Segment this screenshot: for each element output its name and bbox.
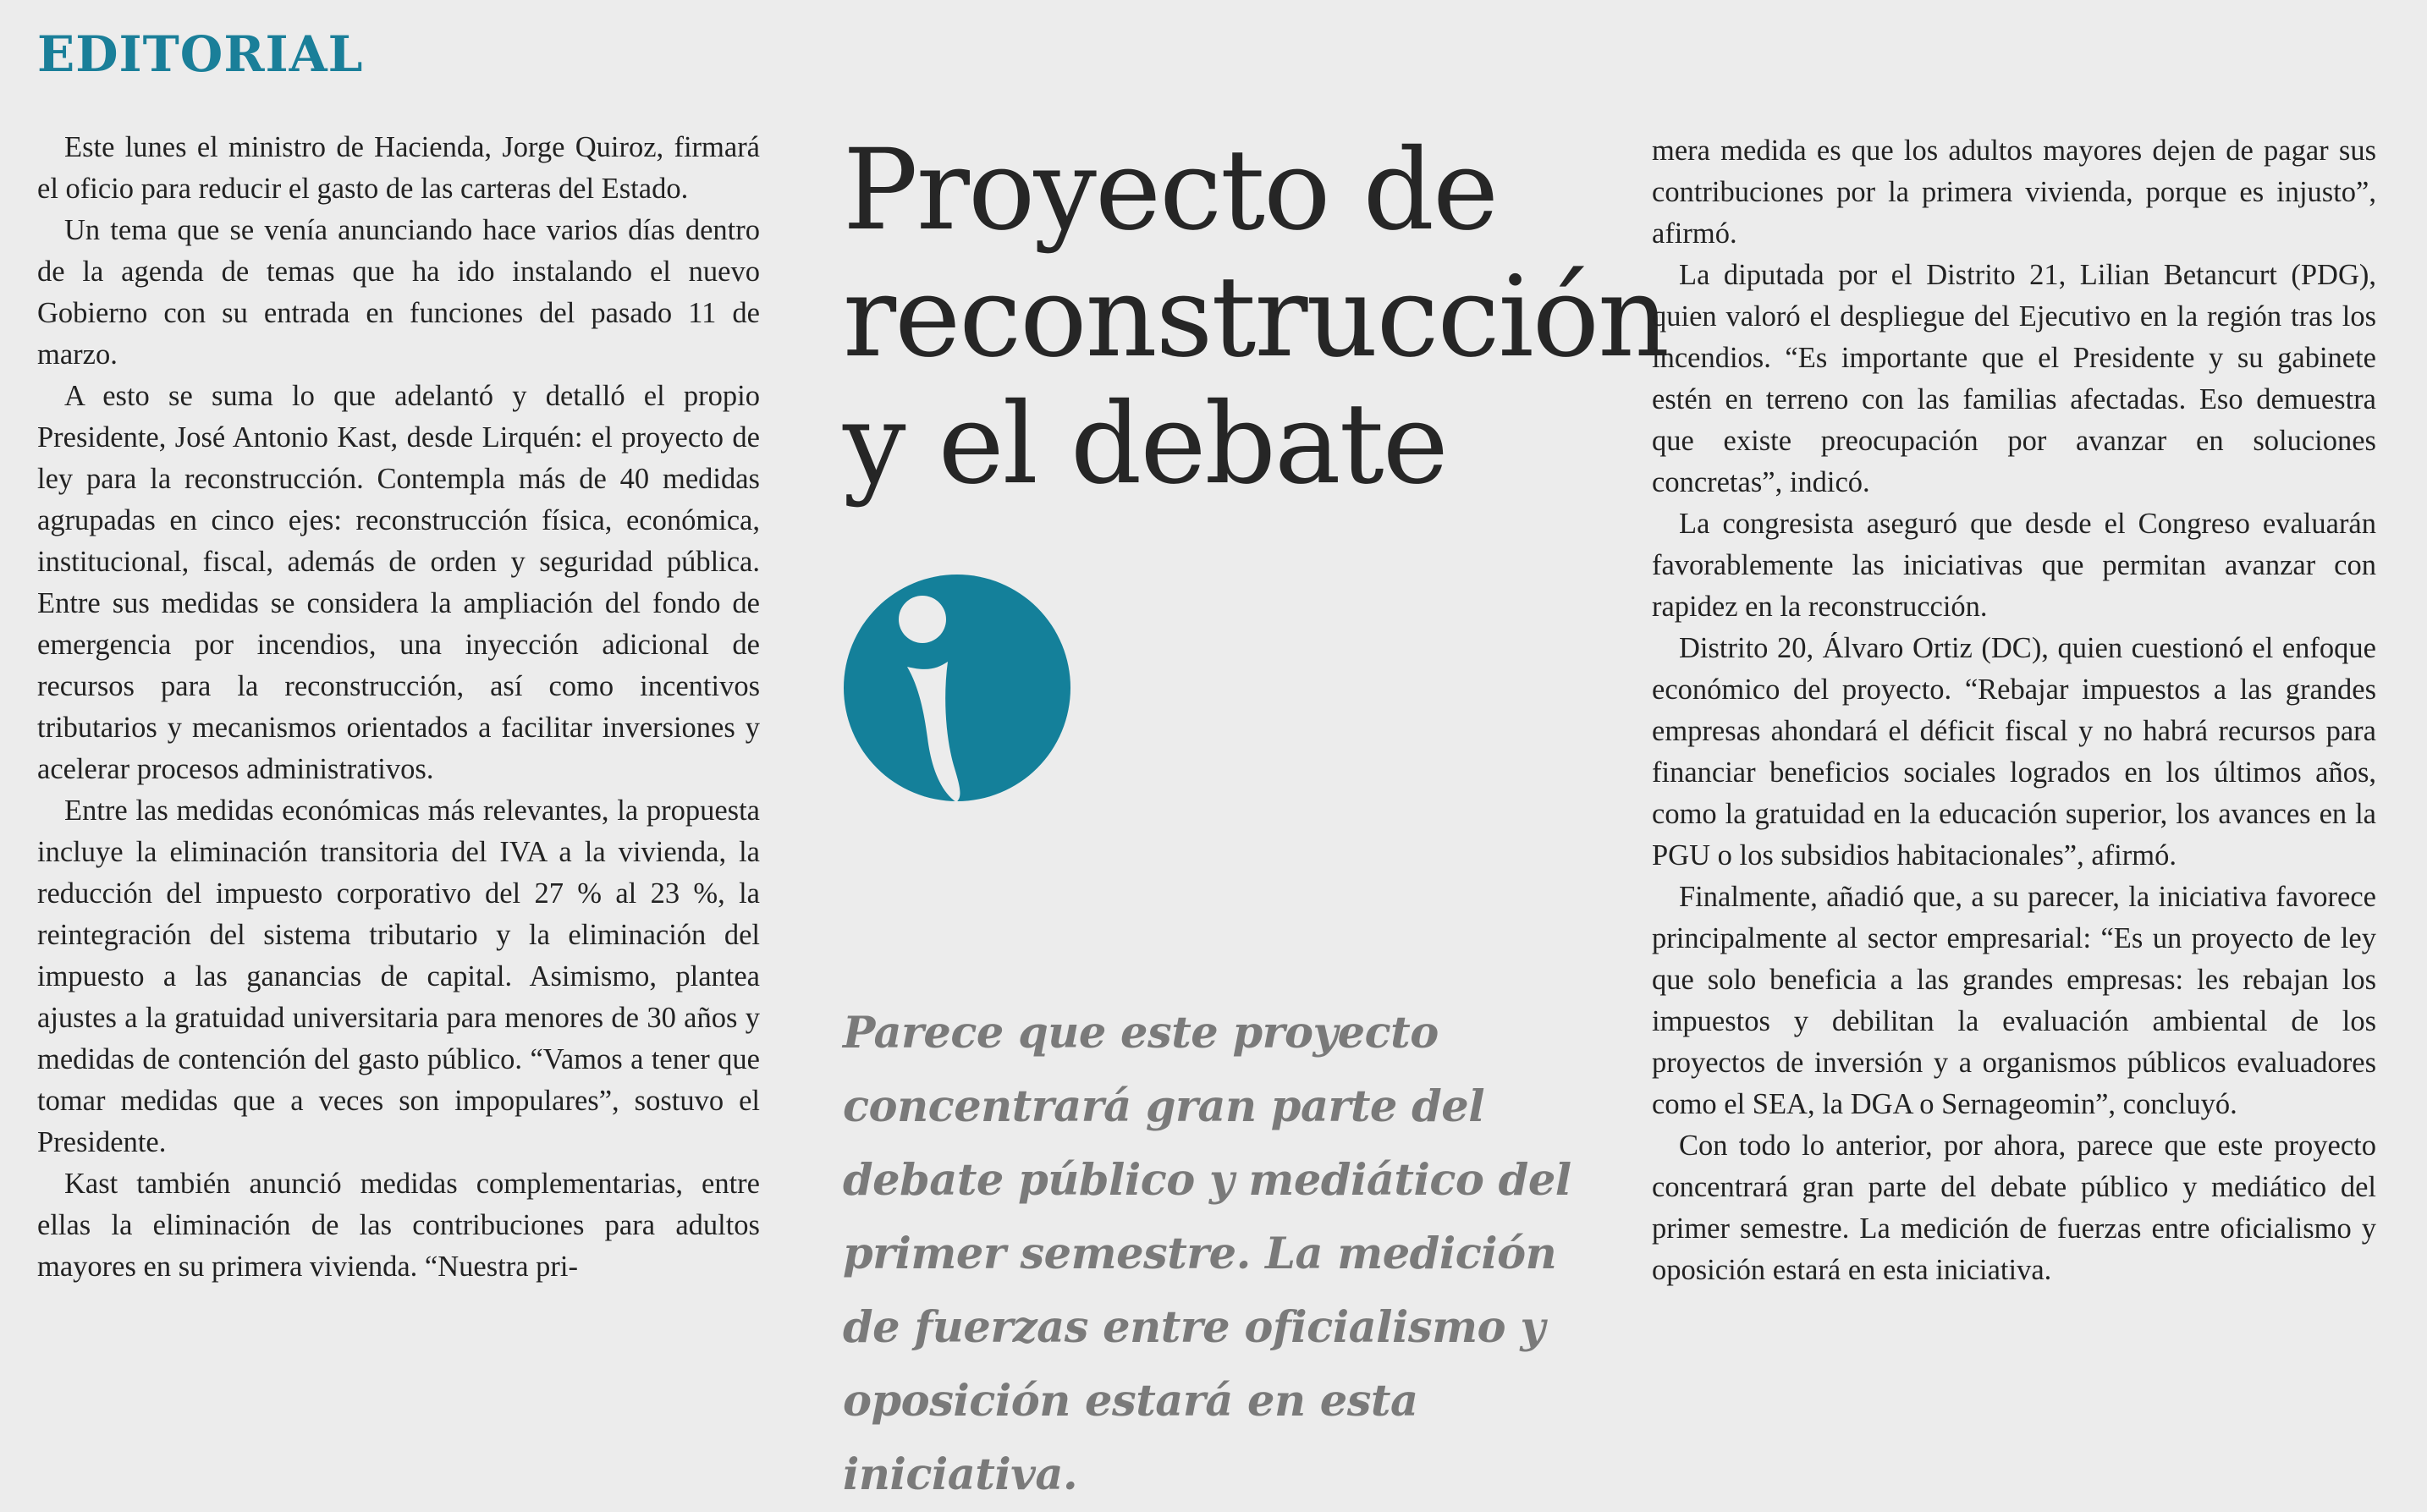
article-paragraph: Finalmente, añadió que, a su parecer, la iniciativa favorece principalmente al sector empresarial: “Es un proyecto de ley que solo beneficia a las grandes empresas: les rebajan los impuestos y debilitan la evaluación ambiental de los proyectos de inversión y a organismos públicos evaluadores como el SEA, la DGA o Sernageomin”, concluyó.	[1652, 881, 2376, 1120]
article-paragraph: Entre las medidas económicas más relevantes, la propuesta incluye la eliminación transitoria del IVA a la vivienda, la reducción del impuesto corporativo del 27 % al 23 %, la reintegración del sistema tributario y la eliminación del impuesto a las ganancias de capital. Asimismo, plantea ajustes a la gratuidad universitaria para menores de 30 años y medidas de contención del gasto público. “Vamos a tener que tomar medidas que a veces son impopulares”, sostuvo el Presidente.	[37, 794, 760, 1158]
pull-quote: Parece que este proyecto concentrará gran parte del debate público y mediático del primer semestre. La medición de fuerzas entre oficialismo y oposición estará en esta iniciativa.	[843, 1008, 1571, 1500]
article-paragraph: Este lunes el ministro de Hacienda, Jorge Quiroz, firmará el oficio para reducir el gasto de las carteras del Estado.	[37, 131, 760, 205]
article-paragraph: Distrito 20, Álvaro Ortiz (DC), quien cuestionó el enfoque económico del proyecto. “Rebajar impuestos a las grandes empresas ahondará el déficit fiscal y no habrá recursos para financiar beneficios sociales logrados en los últimos años, como la gratuidad en la educación superior, los avances en la PGU o los subsidios habitacionales”, afirmó.	[1652, 632, 2376, 871]
headline: Proyecto de reconstrucción y el debate	[843, 125, 1669, 509]
center-column	[843, 125, 1669, 1500]
section-label: EDITORIAL	[37, 25, 364, 83]
logo-circle	[844, 575, 1070, 801]
article-paragraph: Un tema que se venía anunciando hace varios días dentro de la agenda de temas que ha ido instalando el nuevo Gobierno con su entrada en funciones del pasado 11 de marzo.	[37, 214, 760, 371]
article-paragraph: La congresista aseguró que desde el Congreso evaluarán favorablemente las iniciativas que permitan avanzar con rapidez en la reconstrucción.	[1652, 508, 2376, 623]
article-paragraph: Con todo lo anterior, por ahora, parece que este proyecto concentrará gran parte del debate público y mediático del primer semestre. La medición de fuerzas entre oficialismo y oposición estará en esta iniciativa.	[1652, 1130, 2376, 1286]
article-paragraph: Kast también anunció medidas complementarias, entre ellas la eliminación de las contribuciones para adultos mayores en su primera vivienda. “Nuestra pri-	[37, 1168, 760, 1283]
left-column	[37, 127, 760, 1288]
article-paragraph: A esto se suma lo que adelantó y detalló el propio Presidente, José Antonio Kast, desde Lirquén: el proyecto de ley para la reconstrucción. Contempla más de 40 medidas agrupadas en cinco ejes: reconstrucción física, económica, institucional, fiscal, además de orden y seguridad pública. Entre sus medidas se considera la ampliación del fondo de emergencia por incendios, una inyección adicional de recursos para la reconstrucción, así como incentivos tributarios y mecanismos orientados a facilitar inversiones y acelerar procesos administrativos.	[37, 380, 760, 785]
info-logo-icon	[843, 572, 1071, 809]
logo-dot	[899, 596, 946, 643]
article-paragraph-continuation: mera medida es que los adultos mayores dejen de pagar sus contribuciones por la primera vivienda, porque es injusto”, afirmó.	[1652, 135, 2376, 250]
right-column	[1652, 130, 2376, 1291]
article-paragraph: La diputada por el Distrito 21, Lilian Betancurt (PDG), quien valoró el despliegue del Ejecutivo en la región tras los incendios. “Es importante que el Presidente y su gabinete estén en terreno con las familias afectadas. Eso demuestra que existe preocupación por avanzar en soluciones concretas”, indicó.	[1652, 259, 2376, 498]
